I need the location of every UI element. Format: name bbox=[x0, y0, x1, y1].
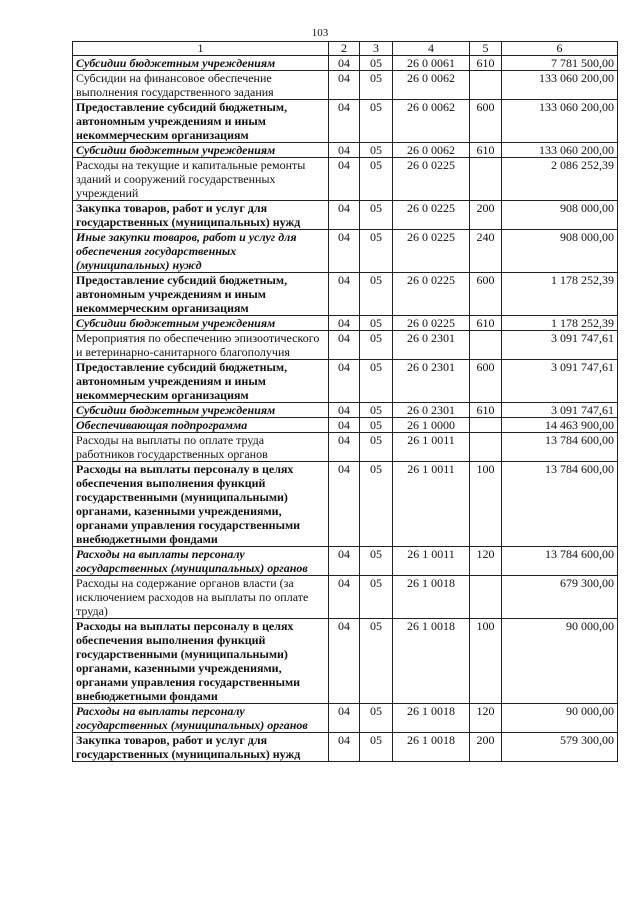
expense-name-cell: Субсидии бюджетным учреждениям bbox=[73, 56, 329, 71]
target-article-cell: 26 0 0062 bbox=[393, 100, 470, 143]
target-article-cell: 26 0 0225 bbox=[393, 201, 470, 230]
section-code-cell: 04 bbox=[329, 619, 360, 704]
table-row bbox=[73, 201, 618, 230]
amount-cell: 90 000,00 bbox=[502, 619, 618, 704]
target-article-cell: 26 1 0011 bbox=[393, 433, 470, 462]
subsection-code-cell: 05 bbox=[360, 733, 393, 762]
table-row bbox=[73, 619, 618, 704]
expense-name-cell: Расходы на текущие и капитальные ремонты зданий и сооружений государственных учреждений bbox=[73, 158, 329, 201]
header-col-1: 1 bbox=[73, 42, 329, 56]
expense-type-cell: 610 bbox=[470, 143, 502, 158]
table-row bbox=[73, 56, 618, 71]
target-article-cell: 26 0 0225 bbox=[393, 158, 470, 201]
table-body bbox=[73, 56, 618, 762]
amount-cell: 13 784 600,00 bbox=[502, 433, 618, 462]
table-row bbox=[73, 143, 618, 158]
page-number: 103 bbox=[311, 27, 329, 39]
table-row bbox=[73, 71, 618, 100]
expense-name-cell: Субсидии бюджетным учреждениям bbox=[73, 403, 329, 418]
subsection-code-cell: 05 bbox=[360, 100, 393, 143]
expense-type-cell bbox=[470, 576, 502, 619]
subsection-code-cell: 05 bbox=[360, 143, 393, 158]
amount-cell: 133 060 200,00 bbox=[502, 143, 618, 158]
expense-name-cell: Мероприятия по обеспечению эпизоотического и ветеринарно-санитарного благополучия bbox=[73, 331, 329, 360]
expense-name-cell: Расходы на содержание органов власти (за исключением расходов на выплаты по оплате труда) bbox=[73, 576, 329, 619]
target-article-cell: 26 0 0062 bbox=[393, 71, 470, 100]
subsection-code-cell: 05 bbox=[360, 158, 393, 201]
table-row bbox=[73, 100, 618, 143]
expense-name-cell: Иные закупки товаров, работ и услуг для обеспечения государственных (муниципальных) нужд bbox=[73, 230, 329, 273]
amount-cell: 1 178 252,39 bbox=[502, 316, 618, 331]
expense-name-cell: Субсидии на финансовое обеспечение выполнения государственного задания bbox=[73, 71, 329, 100]
subsection-code-cell: 05 bbox=[360, 273, 393, 316]
section-code-cell: 04 bbox=[329, 433, 360, 462]
expense-name-cell: Предоставление субсидий бюджетным, автономным учреждениям и иным некоммерческим организациям bbox=[73, 360, 329, 403]
expense-name-cell: Расходы на выплаты персоналу государственных (муниципальных) органов bbox=[73, 704, 329, 733]
header-col-4: 4 bbox=[393, 42, 470, 56]
target-article-cell: 26 1 0000 bbox=[393, 418, 470, 433]
target-article-cell: 26 0 0225 bbox=[393, 316, 470, 331]
subsection-code-cell: 05 bbox=[360, 547, 393, 576]
expense-type-cell: 610 bbox=[470, 403, 502, 418]
amount-cell: 13 784 600,00 bbox=[502, 462, 618, 547]
table-row bbox=[73, 230, 618, 273]
subsection-code-cell: 05 bbox=[360, 704, 393, 733]
header-col-2: 2 bbox=[329, 42, 360, 56]
subsection-code-cell: 05 bbox=[360, 71, 393, 100]
expense-type-cell: 600 bbox=[470, 360, 502, 403]
section-code-cell: 04 bbox=[329, 418, 360, 433]
table-row bbox=[73, 433, 618, 462]
subsection-code-cell: 05 bbox=[360, 403, 393, 418]
expense-name-cell: Обеспечивающая подпрограмма bbox=[73, 418, 329, 433]
expense-type-cell: 100 bbox=[470, 619, 502, 704]
target-article-cell: 26 1 0018 bbox=[393, 619, 470, 704]
subsection-code-cell: 05 bbox=[360, 619, 393, 704]
expense-type-cell: 200 bbox=[470, 201, 502, 230]
header-col-5: 5 bbox=[470, 42, 502, 56]
header-col-3: 3 bbox=[360, 42, 393, 56]
amount-cell: 579 300,00 bbox=[502, 733, 618, 762]
expense-name-cell: Предоставление субсидий бюджетным, автономным учреждениям и иным некоммерческим организациям bbox=[73, 100, 329, 143]
expense-type-cell: 610 bbox=[470, 56, 502, 71]
section-code-cell: 04 bbox=[329, 143, 360, 158]
expense-name-cell: Закупка товаров, работ и услуг для государственных (муниципальных) нужд bbox=[73, 201, 329, 230]
target-article-cell: 26 0 0225 bbox=[393, 273, 470, 316]
subsection-code-cell: 05 bbox=[360, 462, 393, 547]
section-code-cell: 04 bbox=[329, 230, 360, 273]
expense-type-cell: 120 bbox=[470, 704, 502, 733]
section-code-cell: 04 bbox=[329, 704, 360, 733]
target-article-cell: 26 0 0225 bbox=[393, 230, 470, 273]
amount-cell: 908 000,00 bbox=[502, 230, 618, 273]
expense-type-cell bbox=[470, 71, 502, 100]
table-row bbox=[73, 462, 618, 547]
header-row bbox=[73, 42, 618, 56]
expense-name-cell: Субсидии бюджетным учреждениям bbox=[73, 316, 329, 331]
amount-cell: 133 060 200,00 bbox=[502, 71, 618, 100]
table-row bbox=[73, 547, 618, 576]
expense-type-cell: 240 bbox=[470, 230, 502, 273]
amount-cell: 3 091 747,61 bbox=[502, 403, 618, 418]
target-article-cell: 26 0 2301 bbox=[393, 331, 470, 360]
target-article-cell: 26 1 0011 bbox=[393, 547, 470, 576]
table-row bbox=[73, 704, 618, 733]
amount-cell: 90 000,00 bbox=[502, 704, 618, 733]
section-code-cell: 04 bbox=[329, 316, 360, 331]
table-row bbox=[73, 418, 618, 433]
expense-name-cell: Расходы на выплаты по оплате труда работников государственных органов bbox=[73, 433, 329, 462]
target-article-cell: 26 1 0018 bbox=[393, 704, 470, 733]
section-code-cell: 04 bbox=[329, 158, 360, 201]
subsection-code-cell: 05 bbox=[360, 418, 393, 433]
expense-name-cell: Расходы на выплаты персоналу в целях обеспечения выполнения функций государственными (муниципальными) органами, казенными учреждениями, органами управления государственными внебюджетными фондами bbox=[73, 462, 329, 547]
expense-type-cell: 600 bbox=[470, 273, 502, 316]
budget-table bbox=[72, 41, 618, 762]
section-code-cell: 04 bbox=[329, 462, 360, 547]
section-code-cell: 04 bbox=[329, 273, 360, 316]
subsection-code-cell: 05 bbox=[360, 230, 393, 273]
amount-cell: 3 091 747,61 bbox=[502, 360, 618, 403]
expense-name-cell: Расходы на выплаты персоналу в целях обеспечения выполнения функций государственными (муниципальными) органами, казенными учреждениями, органами управления государственными внебюджетными фондами bbox=[73, 619, 329, 704]
subsection-code-cell: 05 bbox=[360, 576, 393, 619]
amount-cell: 7 781 500,00 bbox=[502, 56, 618, 71]
expense-type-cell bbox=[470, 331, 502, 360]
header-col-6: 6 bbox=[502, 42, 618, 56]
target-article-cell: 26 0 2301 bbox=[393, 403, 470, 418]
section-code-cell: 04 bbox=[329, 733, 360, 762]
section-code-cell: 04 bbox=[329, 331, 360, 360]
subsection-code-cell: 05 bbox=[360, 360, 393, 403]
expense-name-cell: Расходы на выплаты персоналу государственных (муниципальных) органов bbox=[73, 547, 329, 576]
subsection-code-cell: 05 bbox=[360, 201, 393, 230]
target-article-cell: 26 0 2301 bbox=[393, 360, 470, 403]
expense-type-cell bbox=[470, 158, 502, 201]
expense-type-cell: 200 bbox=[470, 733, 502, 762]
table-row bbox=[73, 733, 618, 762]
target-article-cell: 26 0 0062 bbox=[393, 143, 470, 158]
table-row bbox=[73, 576, 618, 619]
expense-type-cell: 100 bbox=[470, 462, 502, 547]
table-row bbox=[73, 331, 618, 360]
amount-cell: 3 091 747,61 bbox=[502, 331, 618, 360]
table-row bbox=[73, 273, 618, 316]
amount-cell: 1 178 252,39 bbox=[502, 273, 618, 316]
expense-name-cell: Субсидии бюджетным учреждениям bbox=[73, 143, 329, 158]
section-code-cell: 04 bbox=[329, 100, 360, 143]
table-row bbox=[73, 403, 618, 418]
section-code-cell: 04 bbox=[329, 201, 360, 230]
section-code-cell: 04 bbox=[329, 576, 360, 619]
target-article-cell: 26 1 0018 bbox=[393, 576, 470, 619]
subsection-code-cell: 05 bbox=[360, 56, 393, 71]
subsection-code-cell: 05 bbox=[360, 331, 393, 360]
expense-type-cell: 610 bbox=[470, 316, 502, 331]
target-article-cell: 26 1 0018 bbox=[393, 733, 470, 762]
subsection-code-cell: 05 bbox=[360, 316, 393, 331]
amount-cell: 908 000,00 bbox=[502, 201, 618, 230]
table-row bbox=[73, 360, 618, 403]
expense-type-cell: 120 bbox=[470, 547, 502, 576]
section-code-cell: 04 bbox=[329, 71, 360, 100]
amount-cell: 13 784 600,00 bbox=[502, 547, 618, 576]
section-code-cell: 04 bbox=[329, 403, 360, 418]
table-row bbox=[73, 316, 618, 331]
section-code-cell: 04 bbox=[329, 360, 360, 403]
subsection-code-cell: 05 bbox=[360, 433, 393, 462]
section-code-cell: 04 bbox=[329, 56, 360, 71]
table-header bbox=[73, 42, 618, 56]
target-article-cell: 26 0 0061 bbox=[393, 56, 470, 71]
expense-type-cell bbox=[470, 433, 502, 462]
amount-cell: 133 060 200,00 bbox=[502, 100, 618, 143]
amount-cell: 679 300,00 bbox=[502, 576, 618, 619]
amount-cell: 2 086 252,39 bbox=[502, 158, 618, 201]
target-article-cell: 26 1 0011 bbox=[393, 462, 470, 547]
expense-name-cell: Предоставление субсидий бюджетным, автономным учреждениям и иным некоммерческим организациям bbox=[73, 273, 329, 316]
section-code-cell: 04 bbox=[329, 547, 360, 576]
amount-cell: 14 463 900,00 bbox=[502, 418, 618, 433]
expense-name-cell: Закупка товаров, работ и услуг для государственных (муниципальных) нужд bbox=[73, 733, 329, 762]
table-row bbox=[73, 158, 618, 201]
expense-type-cell: 600 bbox=[470, 100, 502, 143]
expense-type-cell bbox=[470, 418, 502, 433]
